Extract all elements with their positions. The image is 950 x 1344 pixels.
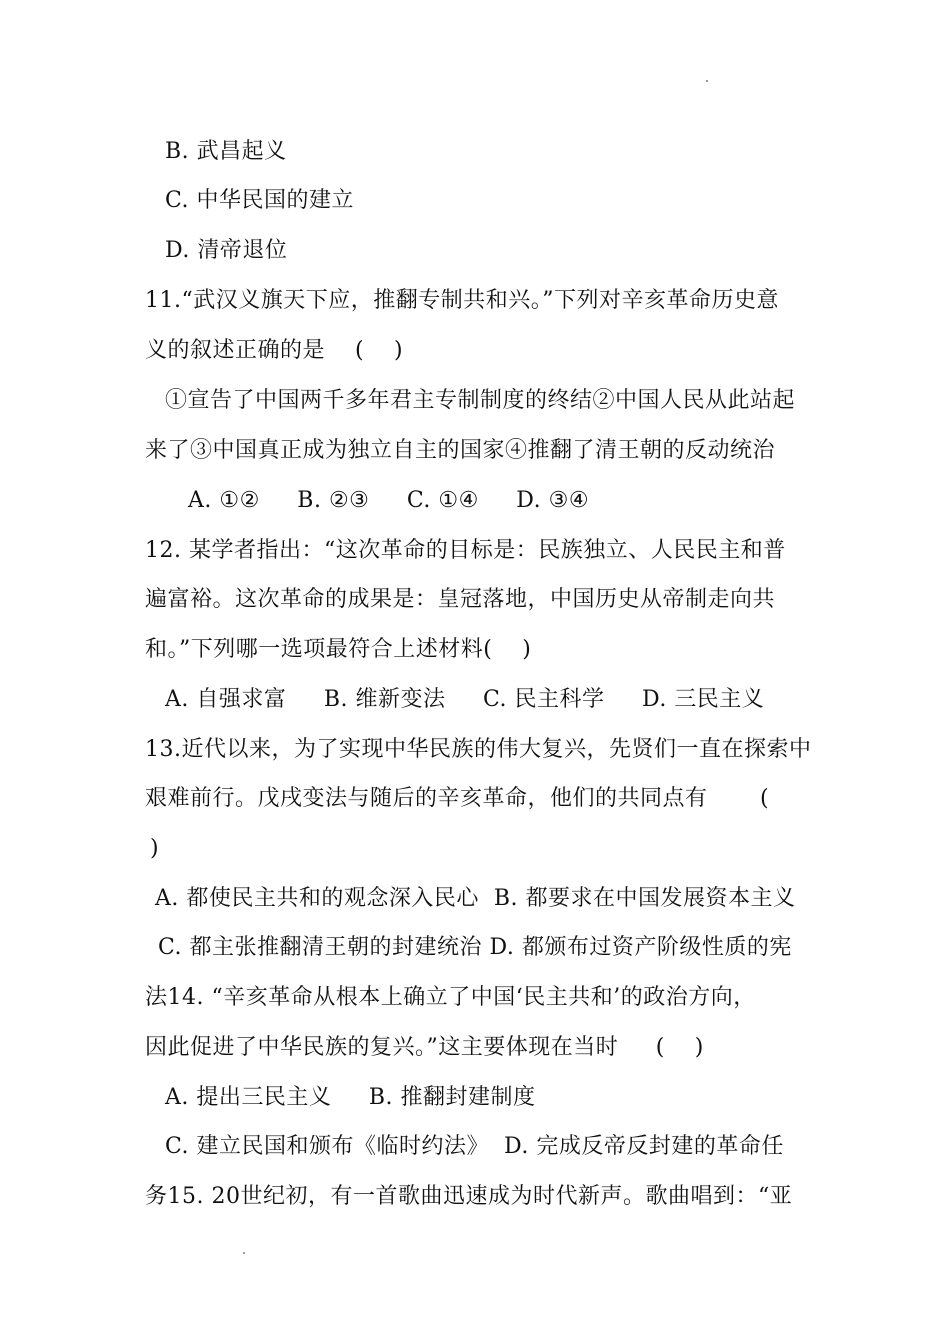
question-14-options-cd: C. 建立民国和颁布《临时约法》 D. 完成反帝反封建的革命任 — [165, 1134, 784, 1159]
option-b-wuchang: B. 武昌起义 — [165, 139, 287, 164]
option-d-abdication: D. 清帝退位 — [165, 238, 288, 263]
question-13-line-2: 艰难前行。戊戌变法与随后的辛亥革命，他们的共同点有 ( — [145, 786, 770, 811]
question-14-line-1: 法14. “辛亥革命从根本上确立了中国‘民主共和’的政治方向， — [145, 985, 756, 1010]
question-13-line-1: 13.近代以来，为了实现中华民族的伟大复兴，先贤们一直在探索中 — [145, 737, 812, 762]
question-11-statements-1: ①宣告了中国两千多年君主专制制度的终结②中国人民从此站起 — [165, 388, 796, 413]
question-13-options-ab: A. 都使民主共和的观念深入民心 B. 都要求在中国发展资本主义 — [155, 886, 796, 911]
question-11-statements-2: 来了③中国真正成为独立自主的国家④推翻了清王朝的反动统治 — [145, 438, 776, 463]
question-12-options: A. 自强求富 B. 维新变法 C. 民主科学 D. 三民主义 — [165, 687, 765, 712]
question-12-line-2: 遍富裕。这次革命的成果是：皇冠落地，中国历史从帝制走向共 — [145, 587, 776, 612]
question-11-line-2: 义的叙述正确的是 ( ) — [145, 338, 404, 363]
scan-dot — [243, 1252, 245, 1254]
question-14-line-2: 因此促进了中华民族的复兴。”这主要体现在当时 ( ) — [145, 1035, 704, 1060]
question-12-line-3: 和。”下列哪一选项最符合上述材料( ) — [145, 637, 532, 662]
question-12-line-1: 12. 某学者指出：“这次革命的目标是：民族独立、人民民主和普 — [145, 538, 786, 563]
option-c-roc: C. 中华民国的建立 — [165, 188, 355, 213]
question-11-line-1: 11.“武汉义旗天下应，推翻专制共和兴。”下列对辛亥革命历史意 — [145, 288, 779, 313]
scan-dot — [706, 80, 708, 82]
question-11-options: A. ①② B. ②③ C. ①④ D. ③④ — [188, 488, 590, 513]
question-13-options-cd: C. 都主张推翻清王朝的封建统治 D. 都颁布过资产阶级性质的宪 — [158, 935, 792, 960]
question-15-line-1: 务15. 20世纪初，有一首歌曲迅速成为时代新声。歌曲唱到：“亚 — [145, 1184, 793, 1209]
question-13-line-3: ) — [150, 836, 160, 861]
question-14-options-ab: A. 提出三民主义 B. 推翻封建制度 — [165, 1085, 536, 1110]
